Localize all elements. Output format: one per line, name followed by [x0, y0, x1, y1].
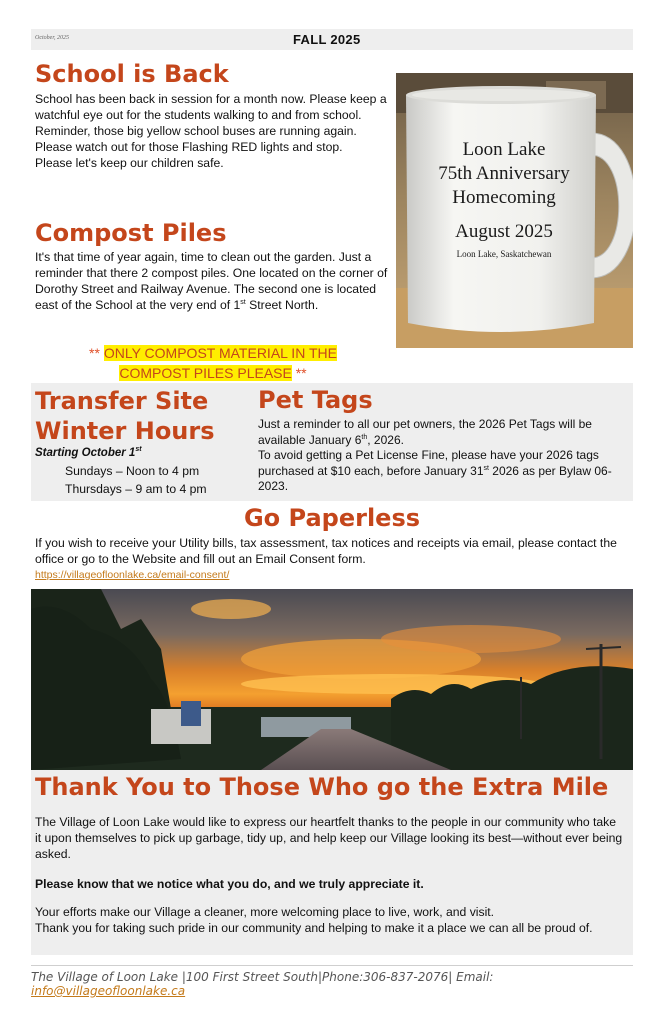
compost-heading: Compost Piles — [35, 219, 227, 247]
pet-text: 2026 as per Bylaw 06-2023. — [258, 463, 612, 494]
transfer-start-text: Starting October 1 — [35, 447, 136, 459]
transfer-heading — [35, 386, 245, 446]
thanks-heading: Thank You to Those Who go the Extra Mile — [35, 773, 609, 801]
issue-date: October, 2025 — [35, 35, 69, 41]
ordinal-suffix: st — [483, 464, 489, 472]
compost-article — [35, 250, 391, 314]
paperless-heading: Go Paperless — [243, 504, 421, 532]
ordinal-suffix: th — [361, 433, 368, 441]
pet-text: Just a reminder to all our pet owners, the 2026 Pet Tags will be available January 6 — [258, 417, 592, 447]
mug-text-line: Loon Lake, Saskatchewan — [456, 249, 552, 259]
mug-text-line: Homecoming — [452, 187, 556, 208]
ordinal-suffix: st — [240, 298, 246, 306]
pet-text: , 2026. — [367, 432, 404, 447]
sunset-street-photo — [31, 589, 633, 770]
footer-divider — [31, 965, 633, 966]
footer-contact — [31, 970, 633, 998]
thanks-paragraph — [35, 904, 625, 936]
notice-stars: ** — [89, 345, 100, 361]
compost-text-end: Street North. — [245, 297, 319, 312]
transfer-heading-line: Transfer Site — [35, 387, 209, 415]
transfer-start-date — [35, 447, 142, 459]
notice-stars: ** — [295, 365, 307, 381]
transfer-heading-line: Winter Hours — [35, 417, 215, 445]
paperless-text: If you wish to receive your Utility bills, tax assessment, tax notices and receipts via email, please contact the office or go to the Website and fill out an Email Consent form. — [35, 536, 617, 566]
header-bar — [31, 29, 633, 50]
transfer-hours — [65, 462, 207, 498]
school-paragraph: Please let's keep our children safe. — [35, 155, 224, 170]
notice-line: ONLY COMPOST MATERIAL IN THE — [103, 345, 337, 361]
school-paragraph: School has been back in session for a month now. Please keep a watchful eye out for the students walking to and from school. — [35, 92, 387, 122]
school-article — [35, 92, 391, 172]
school-heading: School is Back — [35, 60, 229, 88]
pet-paragraph — [258, 448, 630, 495]
thanks-emphasis: Please know that we notice what you do, and we truly appreciate it. — [35, 877, 424, 891]
thanks-line: Your efforts make our Village a cleaner, more welcoming place to live, work, and visit. — [35, 905, 495, 919]
pet-tags-article — [258, 417, 630, 495]
footer-text: The Village of Loon Lake |100 First Street South|Phone:306-837-2076| Email: — [31, 970, 494, 984]
anniversary-mug-photo — [396, 73, 633, 348]
ordinal-suffix: st — [135, 446, 142, 454]
pet-paragraph — [258, 417, 630, 448]
mug-text-line: Loon Lake — [462, 139, 546, 160]
compost-notice — [35, 343, 391, 383]
notice-line: COMPOST PILES PLEASE — [119, 365, 292, 381]
mug-text-line: August 2025 — [455, 221, 553, 242]
thanks-paragraph: The Village of Loon Lake would like to express our heartfelt thanks to the people in our community who take it upon themselves to pick up garbage, tidy up, and help keep our Village looking its best—without ever being asked. — [35, 815, 623, 861]
pet-text: To avoid getting a Pet License Fine, please have your 2026 tags purchased at $10 each, before January 31 — [258, 448, 599, 478]
hours-row: Thursdays – 9 am to 4 pm — [65, 482, 207, 496]
thanks-line: Thank you for taking such pride in our community and helping to make it a place we can all be proud of. — [35, 921, 593, 936]
footer-email-link[interactable]: info@villageofloonlake.ca — [31, 984, 186, 998]
pet-tags-heading: Pet Tags — [258, 386, 373, 414]
sunset-illustration — [31, 589, 633, 770]
hours-row: Sundays – Noon to 4 pm — [65, 464, 200, 478]
school-paragraph: Reminder, those big yellow school buses are running again. Please watch out for those Flashing RED lights and stop. — [35, 123, 357, 154]
compost-text: It's that time of year again, time to clean out the garden. Just a reminder that there 2 compost piles. One located on the corner of Dorothy Street and Railway Avenue. The second one is located east of the School at the very end of 1 — [35, 250, 388, 312]
email-consent-link[interactable]: https://villageofloonlake.ca/email-consent/ — [35, 569, 230, 581]
issue-title: FALL 2025 — [293, 32, 361, 47]
mug-text-line: 75th Anniversary — [438, 163, 570, 184]
